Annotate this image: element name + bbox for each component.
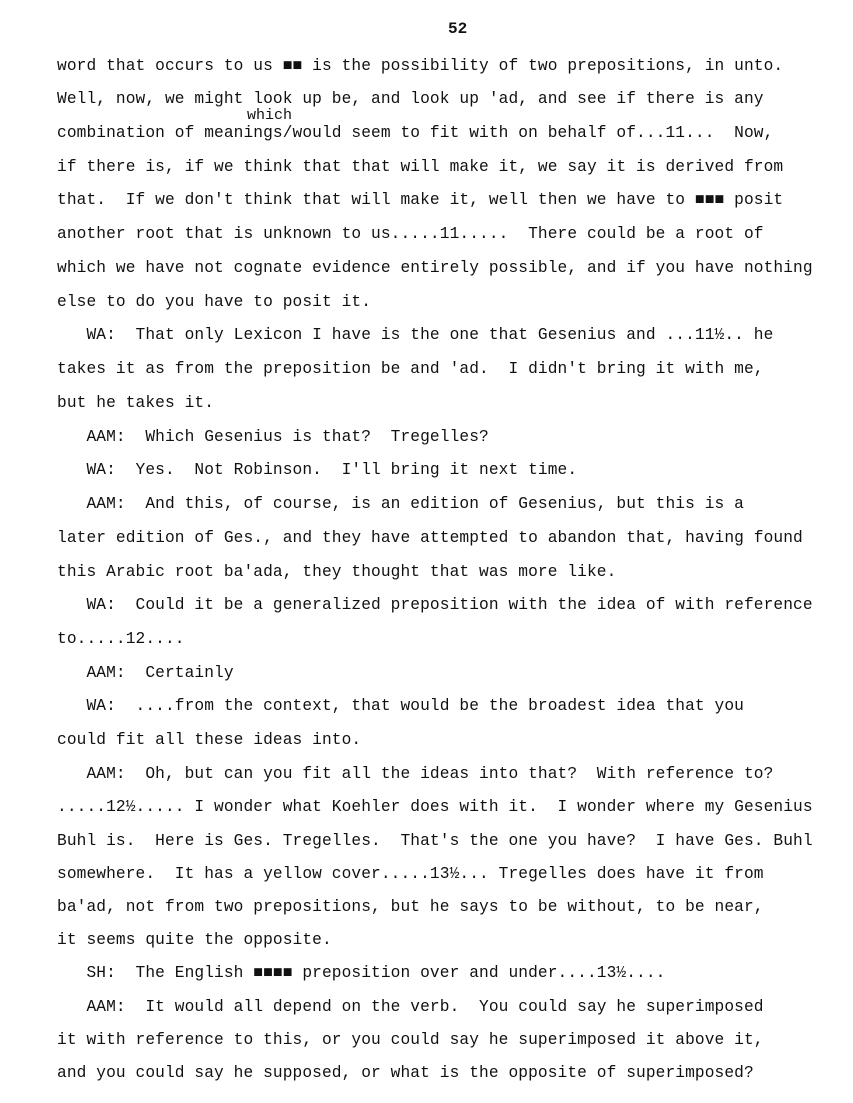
text-line: else to do you have to posit it. [57,293,372,311]
text-line: word that occurs to us ■■ is the possibility of two prepositions, in unto. [57,57,784,75]
text-line: Buhl is. Here is Ges. Tregelles. That's the one you have? I have Ges. Buhl [57,832,813,850]
text-line: AAM: Certainly [57,664,234,682]
text-line: AAM: And this, of course, is an edition of Gesenius, but this is a [57,495,744,513]
text-line: combination of meanings/would seem to fit with on behalf of...11... Now, [57,124,774,142]
text-line: and you could say he supposed, or what is the opposite of superimposed? [57,1064,754,1082]
text-line: which we have not cognate evidence entirely possible, and if you have nothing [57,259,813,277]
text-line: AAM: Which Gesenius is that? Tregelles? [57,428,489,446]
text-line: AAM: It would all depend on the verb. You could say he superimposed [57,998,764,1016]
text-line: this Arabic root ba'ada, they thought that was more like. [57,563,617,581]
text-line: Well, now, we might look up be, and look up 'ad, and see if there is any [57,90,764,108]
text-line: WA: Could it be a generalized preposition with the idea of with reference [57,596,813,614]
text-line: AAM: Oh, but can you fit all the ideas into that? With reference to? [57,765,774,783]
text-line: .....12½..... I wonder what Koehler does with it. I wonder where my Gesenius [57,798,813,816]
text-line: could fit all these ideas into. [57,731,362,749]
text-line: ba'ad, not from two prepositions, but he says to be without, to be near, [57,898,764,916]
text-line: that. If we don't think that will make it, well then we have to ■■■ posit [57,191,784,209]
page-number: 52 [448,20,468,38]
text-line: but he takes it. [57,394,215,412]
text-line: takes it as from the preposition be and 'ad. I didn't bring it with me, [57,360,764,378]
text-line: WA: ....from the context, that would be the broadest idea that you [57,697,744,715]
text-line: another root that is unknown to us.....11..... There could be a root of [57,225,764,243]
text-line: if there is, if we think that that will make it, we say it is derived from [57,158,784,176]
text-line: WA: Yes. Not Robinson. I'll bring it next time. [57,461,578,479]
text-line: to.....12.... [57,630,185,648]
text-line: WA: That only Lexicon I have is the one that Gesenius and ...11½.. he [57,326,774,344]
text-line: it seems quite the opposite. [57,931,332,949]
text-line: somewhere. It has a yellow cover.....13½... Tregelles does have it from [57,865,764,883]
interlinear-insertion: which [247,107,293,124]
text-line: it with reference to this, or you could say he superimposed it above it, [57,1031,764,1049]
text-line: later edition of Ges., and they have attempted to abandon that, having found [57,529,803,547]
text-line: SH: The English ■■■■ preposition over and under....13½.... [57,964,666,982]
